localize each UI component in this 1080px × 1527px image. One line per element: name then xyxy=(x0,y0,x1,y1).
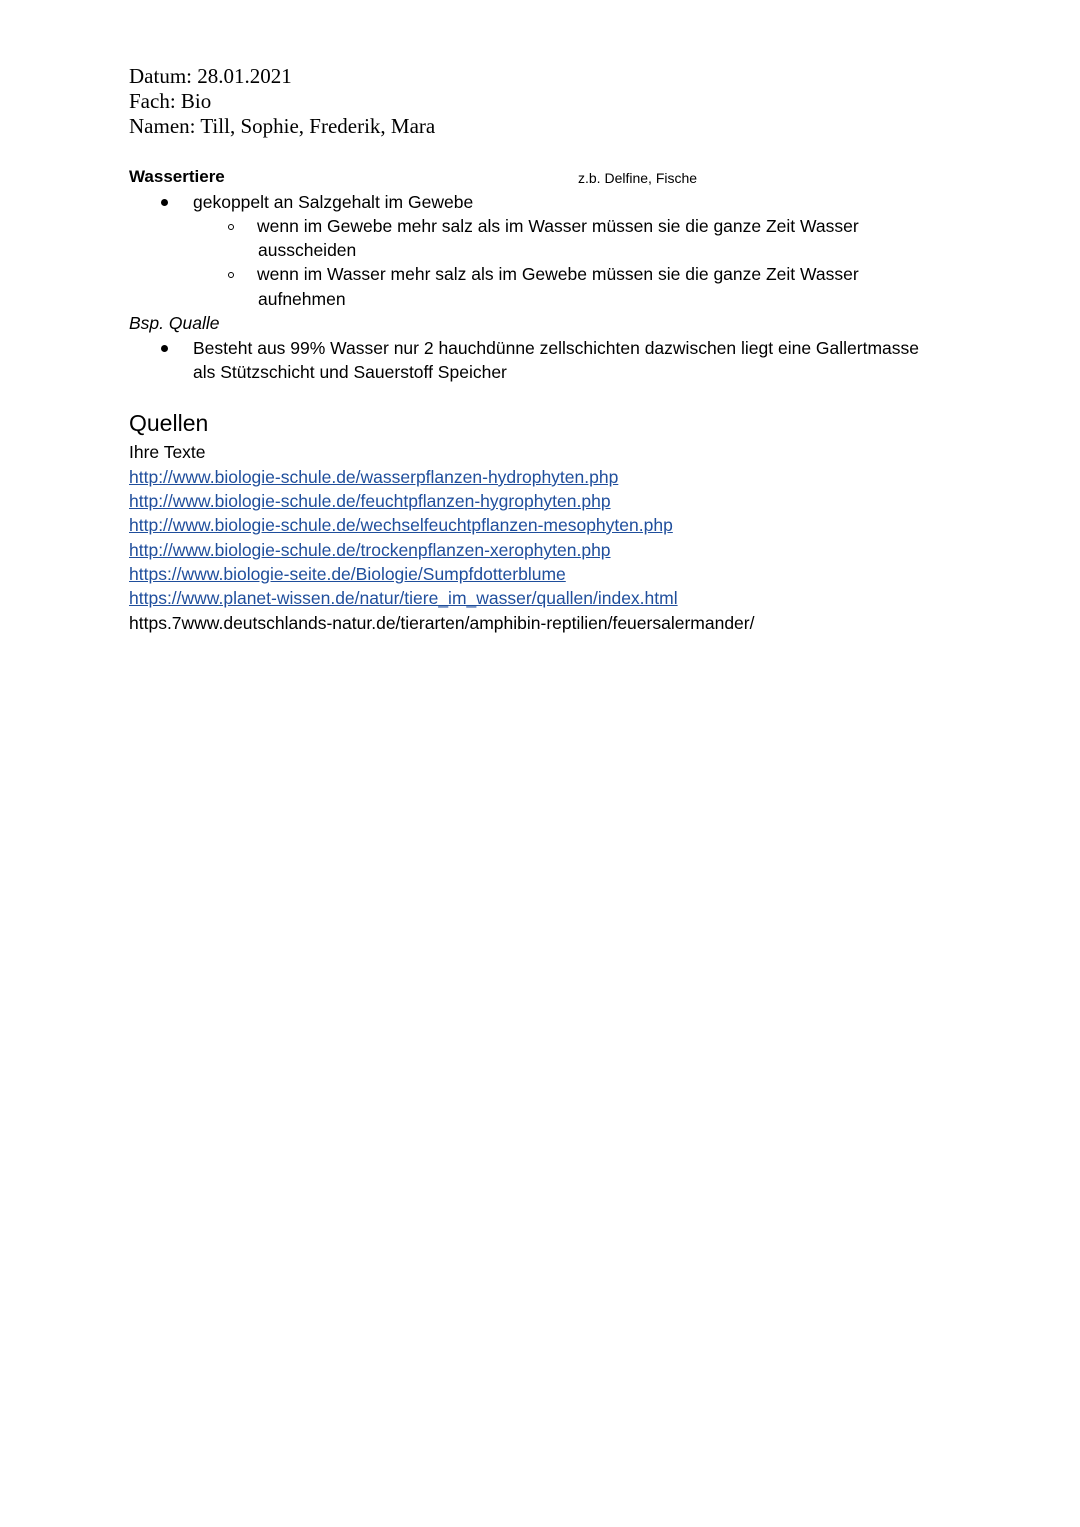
quellen-subtitle: Ihre Texte xyxy=(129,442,206,462)
wassertiere-bullet: gekoppelt an Salzgehalt im Gewebe xyxy=(193,192,474,212)
wassertiere-note: z.b. Delfine, Fische xyxy=(578,170,698,186)
sub-bullet-1-line-1: wenn im Gewebe mehr salz als im Wasser müssen sie die ganze Zeit Wasser xyxy=(257,216,859,236)
bullet-icon xyxy=(161,199,168,206)
qualle-bullet-line-2: als Stützschicht und Sauerstoff Speicher xyxy=(193,362,507,382)
qualle-heading: Bsp. Qualle xyxy=(129,313,220,333)
sub-bullet-icon xyxy=(228,224,234,230)
sub-bullet-2-line-1: wenn im Wasser mehr salz als im Gewebe müssen sie die ganze Zeit Wasser xyxy=(257,264,859,284)
subject-line: Fach: Bio xyxy=(129,89,212,113)
source-link[interactable]: http://www.biologie-schule.de/wasserpflanzen-hydrophyten.php xyxy=(129,467,619,487)
quellen-title: Quellen xyxy=(129,410,209,436)
source-link[interactable]: https://www.planet-wissen.de/natur/tiere_im_wasser/quallen/index.html xyxy=(129,588,678,608)
wassertiere-heading: Wassertiere xyxy=(129,167,225,186)
source-plain-url: https.7www.deutschlands-natur.de/tierarten/amphibin-reptilien/feuersalermander/ xyxy=(129,613,755,633)
qualle-bullet-line-1: Besteht aus 99% Wasser nur 2 hauchdünne zellschichten dazwischen liegt eine Gallertmasse xyxy=(193,338,920,358)
source-link[interactable]: http://www.biologie-schule.de/feuchtpflanzen-hygrophyten.php xyxy=(129,491,611,511)
sub-bullet-icon xyxy=(228,272,234,278)
source-link[interactable]: http://www.biologie-schule.de/wechselfeuchtpflanzen-mesophyten.php xyxy=(129,515,673,535)
sub-bullet-1-line-2: ausscheiden xyxy=(258,240,357,260)
document-header xyxy=(129,64,435,139)
source-link[interactable]: https://www.biologie-seite.de/Biologie/Sumpfdotterblume xyxy=(129,564,566,584)
names-line: Namen: Till, Sophie, Frederik, Mara xyxy=(129,114,436,138)
source-link[interactable]: http://www.biologie-schule.de/trockenpflanzen-xerophyten.php xyxy=(129,540,611,560)
sub-bullet-2-line-2: aufnehmen xyxy=(258,289,346,309)
date-line: Datum: 28.01.2021 xyxy=(129,64,292,88)
bullet-icon xyxy=(161,345,168,352)
